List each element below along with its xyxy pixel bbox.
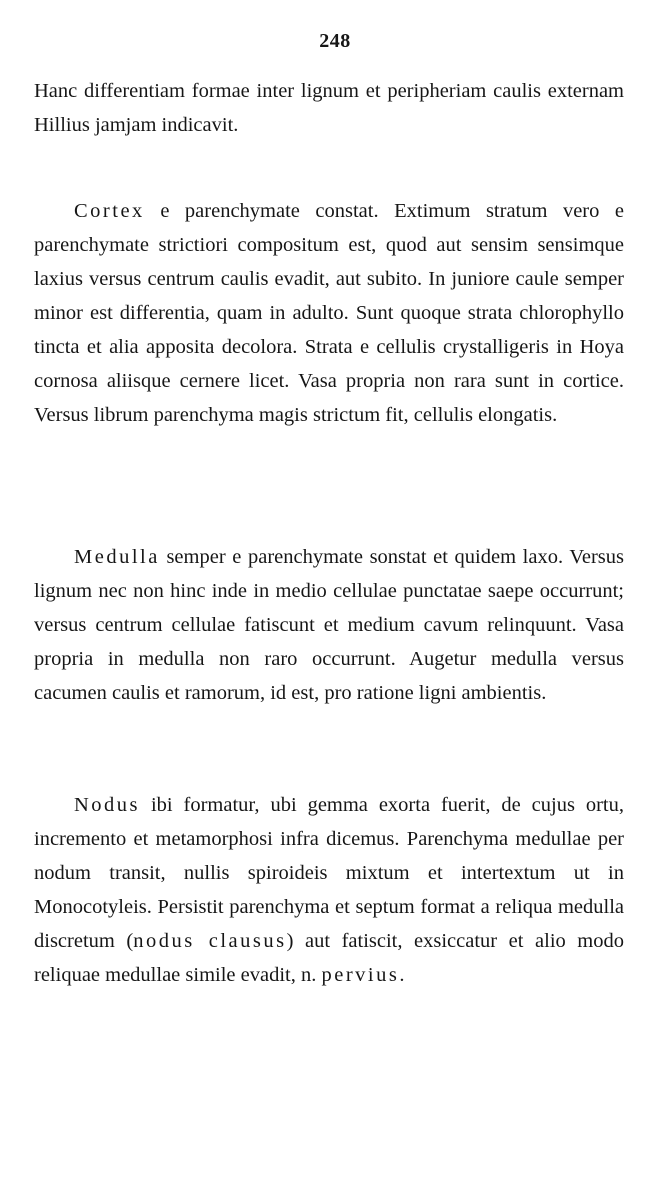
paragraph-medulla — [34, 540, 624, 710]
paragraph-cortex-text: e parenchymate constat. Extimum stratum vero e parenchymate strictiori compositum est, quod aut sensim sensimque laxius versus centrum caulis evadit, aut subito. In juniore caule semper minor est differentia, quam in adulto. Sunt quoque strata chlorophyllo tincta et alia apposita decolora. Strata e cellulis crystalligeris in Hoya cornosa aliisque cernere licet. Vasa propria non rara sunt in cortice. Versus librum parenchyma magis strictum fit, cellulis elongatis. — [34, 200, 624, 426]
paragraph-nodus-text-2: ) aut fatiscit, exsiccatur et alio modo reliquae medullae simile evadit, n. — [34, 930, 625, 986]
paragraph-nodus-text-3: . — [399, 964, 405, 986]
paragraph-cortex — [34, 194, 624, 432]
paragraph-medulla-lead: Medulla — [74, 546, 160, 568]
paragraph-nodus — [34, 788, 624, 992]
paragraph-nodus-text: ibi formatur, ubi gemma exorta fuerit, de cujus ortu, incremento et metamorphosi infra dicemus. Parenchyma medullae per nodum transit, nullis spiroideis mixtum et intertextum ut in Monocotyleis. Persistit parenchyma et septum format a reliqua medulla discretum ( — [34, 794, 624, 952]
paragraph-cortex-lead: Cortex — [74, 200, 145, 222]
paragraph-nodus-lead: Nodus — [74, 794, 141, 816]
paragraph-1-text: Hanc differentiam formae inter lignum et peripheriam caulis externam Hillius jamjam indicavit. — [34, 80, 624, 136]
paragraph-nodus-term-clausus: nodus clausus — [133, 930, 287, 952]
paragraph-1 — [34, 74, 624, 142]
page-number: 248 — [319, 30, 351, 52]
paragraph-medulla-text: semper e parenchymate sonstat et quidem laxo. Versus lignum nec non hinc inde in medio cellulae punctatae saepe occurrunt; versus centrum cellulae fatiscunt et medium cavum relinquunt. Vasa propria in medulla non raro occurrunt. Augetur medulla versus cacumen caulis et ramorum, id est, pro ratione ligni ambientis. — [34, 546, 624, 704]
paragraph-nodus-term-pervius: pervius — [321, 964, 400, 986]
